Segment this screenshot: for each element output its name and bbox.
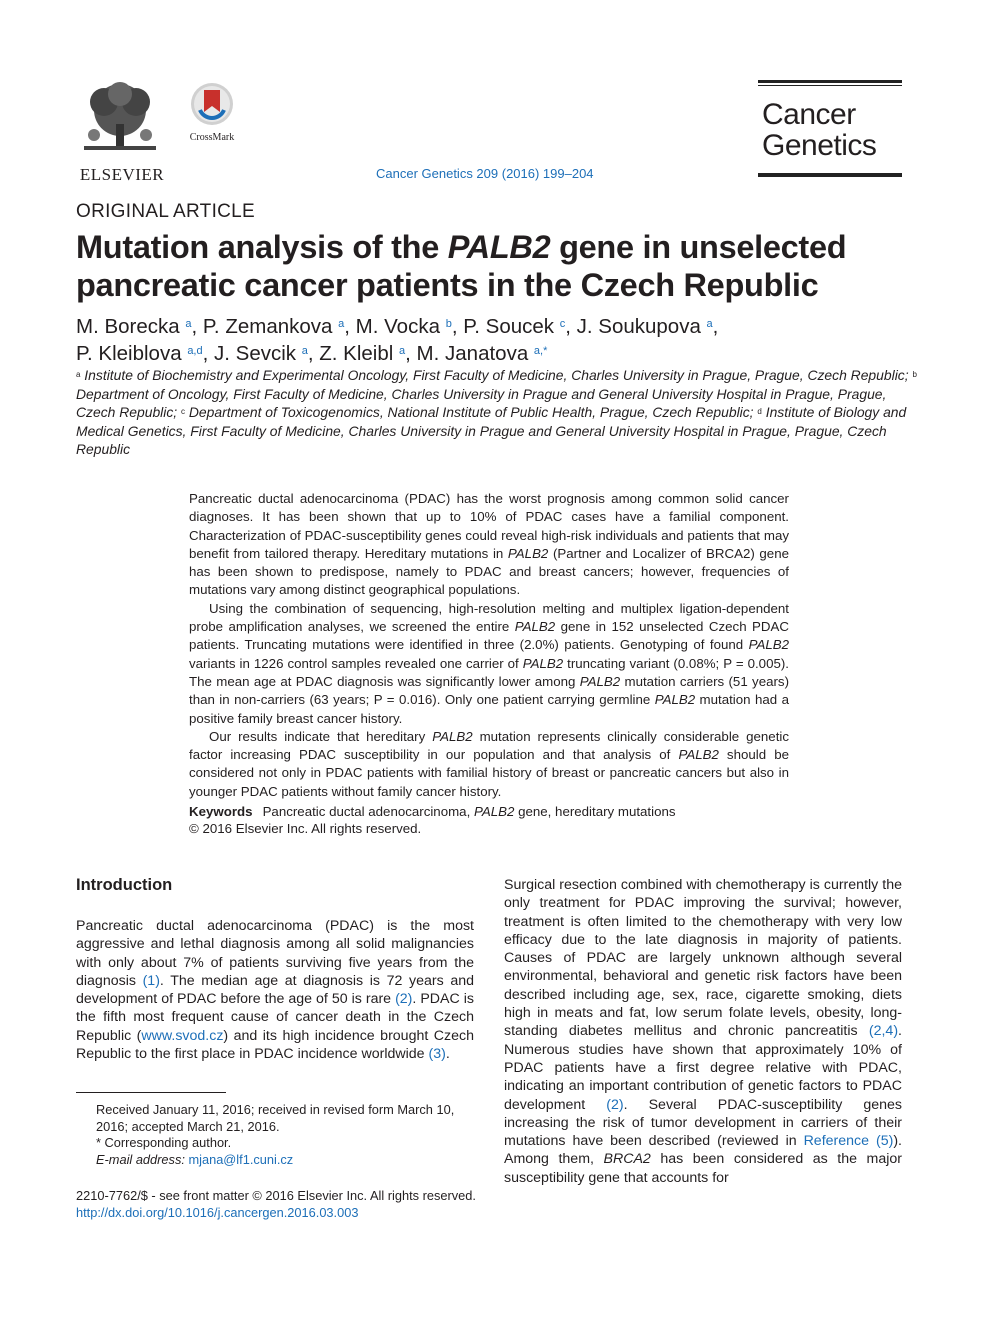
crossmark-badge[interactable] bbox=[184, 82, 240, 142]
author-name: P. Soucek bbox=[463, 315, 560, 338]
journal-brand bbox=[758, 80, 902, 177]
author-separator: , bbox=[191, 315, 203, 338]
abstract-paragraph: Using the combination of sequencing, high-resolution melting and multiplex ligation-dependent probe amplification analyses, we screened the entire PALB2 gene in 152 unselected Czech PDAC patients. Truncating mutations were identified in three (2.0%) patients. Genotyping of found PALB2 variants in 1226 control samples revealed one carrier of PALB2 truncating variant (0.08%; P = 0.005). The mean age at PDAC diagnosis was significantly lower among PALB2 mutation carriers (51 years) than in non-carriers (63 years; P = 0.016). Only one patient carrying germline PALB2 mutation had a positive family breast cancer history. bbox=[189, 600, 790, 726]
author-name: M. Vocka bbox=[355, 315, 446, 338]
body-paragraph: Surgical resection combined with chemotherapy is currently the only treatment for PDAC improving the survival; however, treatment is often limited to the chemotherapy with very low efficacy due to the late diagnosis in majority of patients. Causes of PDAC are largely unknown although several environmental, behavioral and genetic risk factors have been described including age, sex, race, cigarette smoking, diets high in meats and fat, low serum folate levels, obesity, long-standing diabetes mellitus and chronic pancreatitis (2,4). Numerous studies have shown that approximately 10% of PDAC patients have a first degree relative with PDAC, indicating an important contribution of genetic factors to PDAC development (2). Several PDAC-susceptibility genes increasing the risk of tumor development in carriers of their mutations have been described (reviewed in Reference (5)). Among them, BRCA2 has been considered as the major susceptibility gene that accounts for bbox=[504, 877, 902, 1186]
author-separator: , bbox=[405, 342, 417, 365]
affiliations bbox=[76, 366, 926, 459]
publisher-name: ELSEVIER bbox=[79, 165, 165, 184]
citation-link[interactable]: (2,4) bbox=[868, 1023, 899, 1040]
author-affiliation-marker[interactable]: a bbox=[301, 345, 308, 357]
journal-name bbox=[758, 86, 902, 171]
author-affiliation-marker[interactable]: a,d bbox=[187, 345, 203, 357]
citation-link[interactable]: (2) bbox=[606, 1096, 624, 1113]
received-dates: Received January 11, 2016; received in revised form March 10, 2016; accepted March 21, 2016. bbox=[96, 1102, 455, 1134]
keywords-label: Keywords bbox=[189, 804, 253, 819]
author-list bbox=[76, 313, 916, 367]
author-name: M. Borecka bbox=[76, 315, 186, 338]
title-part1: Mutation analysis of the bbox=[76, 229, 448, 265]
article-type: ORIGINAL ARTICLE bbox=[76, 201, 256, 222]
doi-link[interactable]: http://dx.doi.org/10.1016/j.cancergen.2016.03.003 bbox=[76, 1204, 359, 1220]
page-footer bbox=[76, 1188, 476, 1221]
email-line bbox=[76, 1152, 474, 1169]
journal-name-line1: Cancer bbox=[762, 98, 856, 131]
keywords bbox=[189, 803, 809, 821]
citation-link[interactable]: (2) bbox=[395, 991, 413, 1008]
abstract-copyright: © 2016 Elsevier Inc. All rights reserved. bbox=[189, 821, 422, 836]
issn-line: 2210-7762/$ - see front matter © 2016 Elsevier Inc. All rights reserved. bbox=[76, 1188, 476, 1203]
author-affiliation-marker[interactable]: a bbox=[706, 318, 713, 330]
author-name: P. Zemankova bbox=[202, 315, 339, 338]
abstract-paragraph: Our results indicate that hereditary PALB2 mutation represents clinically considerable genetic factor increasing PDAC susceptibility in our population and that analysis of PALB2 should be considered not only in PDAC patients with familial history of breast or pancreatic cancers but also in younger PDAC patients without family cancer history. bbox=[189, 728, 789, 799]
svod-link[interactable]: www.svod.cz bbox=[141, 1027, 224, 1044]
citation-link[interactable]: (1) bbox=[142, 972, 160, 989]
affiliation-text: Institute of Biology and Medical Genetics, First Faculty of Medicine, Charles University in Prague and General University Hospital in Prague, Prague, Czech Republic bbox=[76, 404, 907, 457]
journal-citation-link[interactable]: Cancer Genetics 209 (2016) 199–204 bbox=[376, 166, 594, 181]
affiliation-marker: d bbox=[757, 407, 762, 416]
brand-rule-bottom bbox=[758, 174, 902, 177]
author-name: M. Janatova bbox=[416, 342, 534, 365]
email-label: E-mail address: bbox=[96, 1151, 189, 1167]
author-affiliation-marker[interactable]: c bbox=[559, 318, 566, 330]
email-link[interactable]: mjana@lf1.cuni.cz bbox=[188, 1151, 294, 1167]
author-name: P. Kleiblova bbox=[76, 342, 188, 365]
author-separator: , bbox=[712, 315, 719, 338]
journal-name-line2: Genetics bbox=[762, 129, 877, 162]
footnote-rule bbox=[76, 1092, 226, 1093]
body-paragraph: Pancreatic ductal adenocarcinoma (PDAC) is the most aggressive and lethal diagnosis among all solid malignancies with only about 7% of patients surviving five years from the diagnosis (1). The median age at diagnosis is 72 years and development of PDAC before the age of 50 is rare (2). PDAC is the fifth most frequent cause of cancer death in the Czech Republic (www.svod.cz) and its high incidence brought Czech Republic to the first place in PDAC incidence worldwide (3). bbox=[76, 918, 475, 1063]
footnotes bbox=[76, 1102, 474, 1168]
author-affiliation-marker[interactable]: a bbox=[338, 318, 345, 330]
author-name: J. Soukupova bbox=[576, 315, 707, 338]
article-title bbox=[76, 228, 916, 304]
title-part2: gene in unselected pancreatic cancer patients in the Czech Republic bbox=[76, 229, 847, 303]
author-affiliation-marker[interactable]: a,* bbox=[533, 345, 548, 357]
affiliation-marker: b bbox=[912, 370, 917, 379]
body-column-right bbox=[504, 876, 902, 1187]
corresponding-author-note: * Corresponding author. bbox=[96, 1135, 232, 1150]
affiliation-marker: c bbox=[181, 407, 186, 416]
affiliation-text: Department of Toxicogenomics, National Institute of Public Health, Prague, Czech Republic; bbox=[185, 404, 758, 420]
author-affiliation-marker[interactable]: b bbox=[445, 318, 452, 330]
title-gene: PALB2 bbox=[447, 229, 551, 265]
brand-rule-top bbox=[758, 80, 902, 83]
author-separator: , bbox=[202, 342, 215, 365]
section-heading-introduction: Introduction bbox=[76, 876, 173, 894]
abstract-paragraph: Pancreatic ductal adenocarcinoma (PDAC) has the worst prognosis among common solid cancer diagnoses. It has been shown that up to 10% of PDAC cases have a familial component. Characterization of PDAC-susceptibility genes could reveal high-risk individuals and patients that may benefit from tailored therapy. Hereditary mutations in PALB2 (Partner and Localizer of BRCA2) gene has been shown to predispose, namely to PDAC and breast cancers; however, frequencies of mutations vary among distinct geographical populations. bbox=[189, 491, 789, 598]
elsevier-tree-icon bbox=[74, 80, 166, 158]
body-column-left bbox=[76, 917, 474, 1063]
crossmark-label: CrossMark bbox=[189, 132, 235, 143]
affiliation-marker: a bbox=[76, 370, 81, 379]
author-separator: , bbox=[451, 315, 464, 338]
author-name: J. Sevcik bbox=[214, 342, 302, 365]
author-affiliation-marker[interactable]: a bbox=[185, 318, 192, 330]
keywords-text: Pancreatic ductal adenocarcinoma, PALB2 gene, hereditary mutations bbox=[262, 804, 676, 819]
author-separator: , bbox=[344, 315, 356, 338]
elsevier-logo[interactable] bbox=[74, 80, 170, 182]
abstract bbox=[189, 490, 789, 801]
affiliation-text: Department of Oncology, First Faculty of Medicine, Charles University in Prague and General University Hospital in Prague, Prague, Czech Republic; bbox=[76, 385, 887, 420]
author-separator: , bbox=[307, 342, 320, 365]
author-separator: , bbox=[565, 315, 577, 338]
author-name: Z. Kleibl bbox=[319, 342, 400, 365]
affiliation-text: Institute of Biochemistry and Experimental Oncology, First Faculty of Medicine, Charles University in Prague, Prague, Czech Republic; bbox=[80, 367, 913, 383]
crossmark-icon bbox=[190, 82, 234, 126]
citation-link[interactable]: (3) bbox=[428, 1046, 446, 1063]
author-affiliation-marker[interactable]: a bbox=[399, 345, 406, 357]
citation-link[interactable]: Reference (5) bbox=[803, 1133, 894, 1150]
